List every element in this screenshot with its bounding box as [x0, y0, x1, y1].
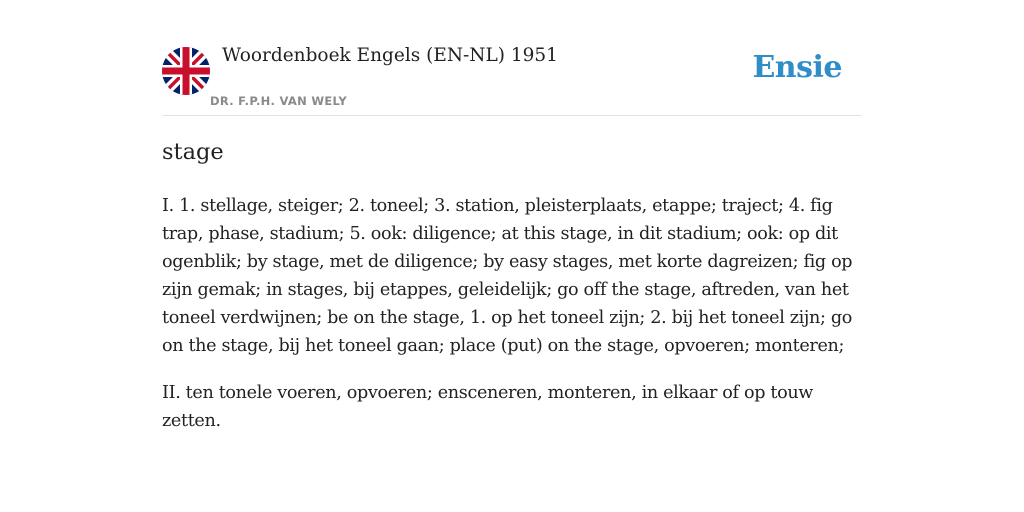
ensie-logo-link[interactable]: Ensie [752, 50, 842, 85]
dictionary-header [162, 44, 862, 116]
definition-paragraph-2: II. ten tonele voeren, opvoeren; ensceneren, monteren, in elkaar of op touw zetten. [162, 383, 814, 431]
uk-flag-icon [162, 47, 210, 95]
headword: stage [162, 139, 224, 165]
dictionary-author: DR. F.P.H. VAN WELY [210, 94, 347, 108]
dictionary-title[interactable]: Woordenboek Engels (EN-NL) 1951 [222, 45, 558, 66]
definition-paragraph-1: I. 1. stellage, steiger; 2. toneel; 3. station, pleisterplaats, etappe; traject; 4. fig trap, phase, stadium; 5. ook: diligence; at this stage, in dit stadium; ook: op dit ogenblik; by stage, met de diligence; by easy stages, met korte dagreizen; fig op zijn gemak; in stages, bij etappes, geleidelijk; go off the stage, aftreden, van het toneel verdwijnen; be on the stage, 1. op het toneel zijn; 2. bij het toneel zijn; go on the stage, bij het toneel gaan; place (put) on the stage, opvoeren; monteren; [162, 196, 853, 356]
